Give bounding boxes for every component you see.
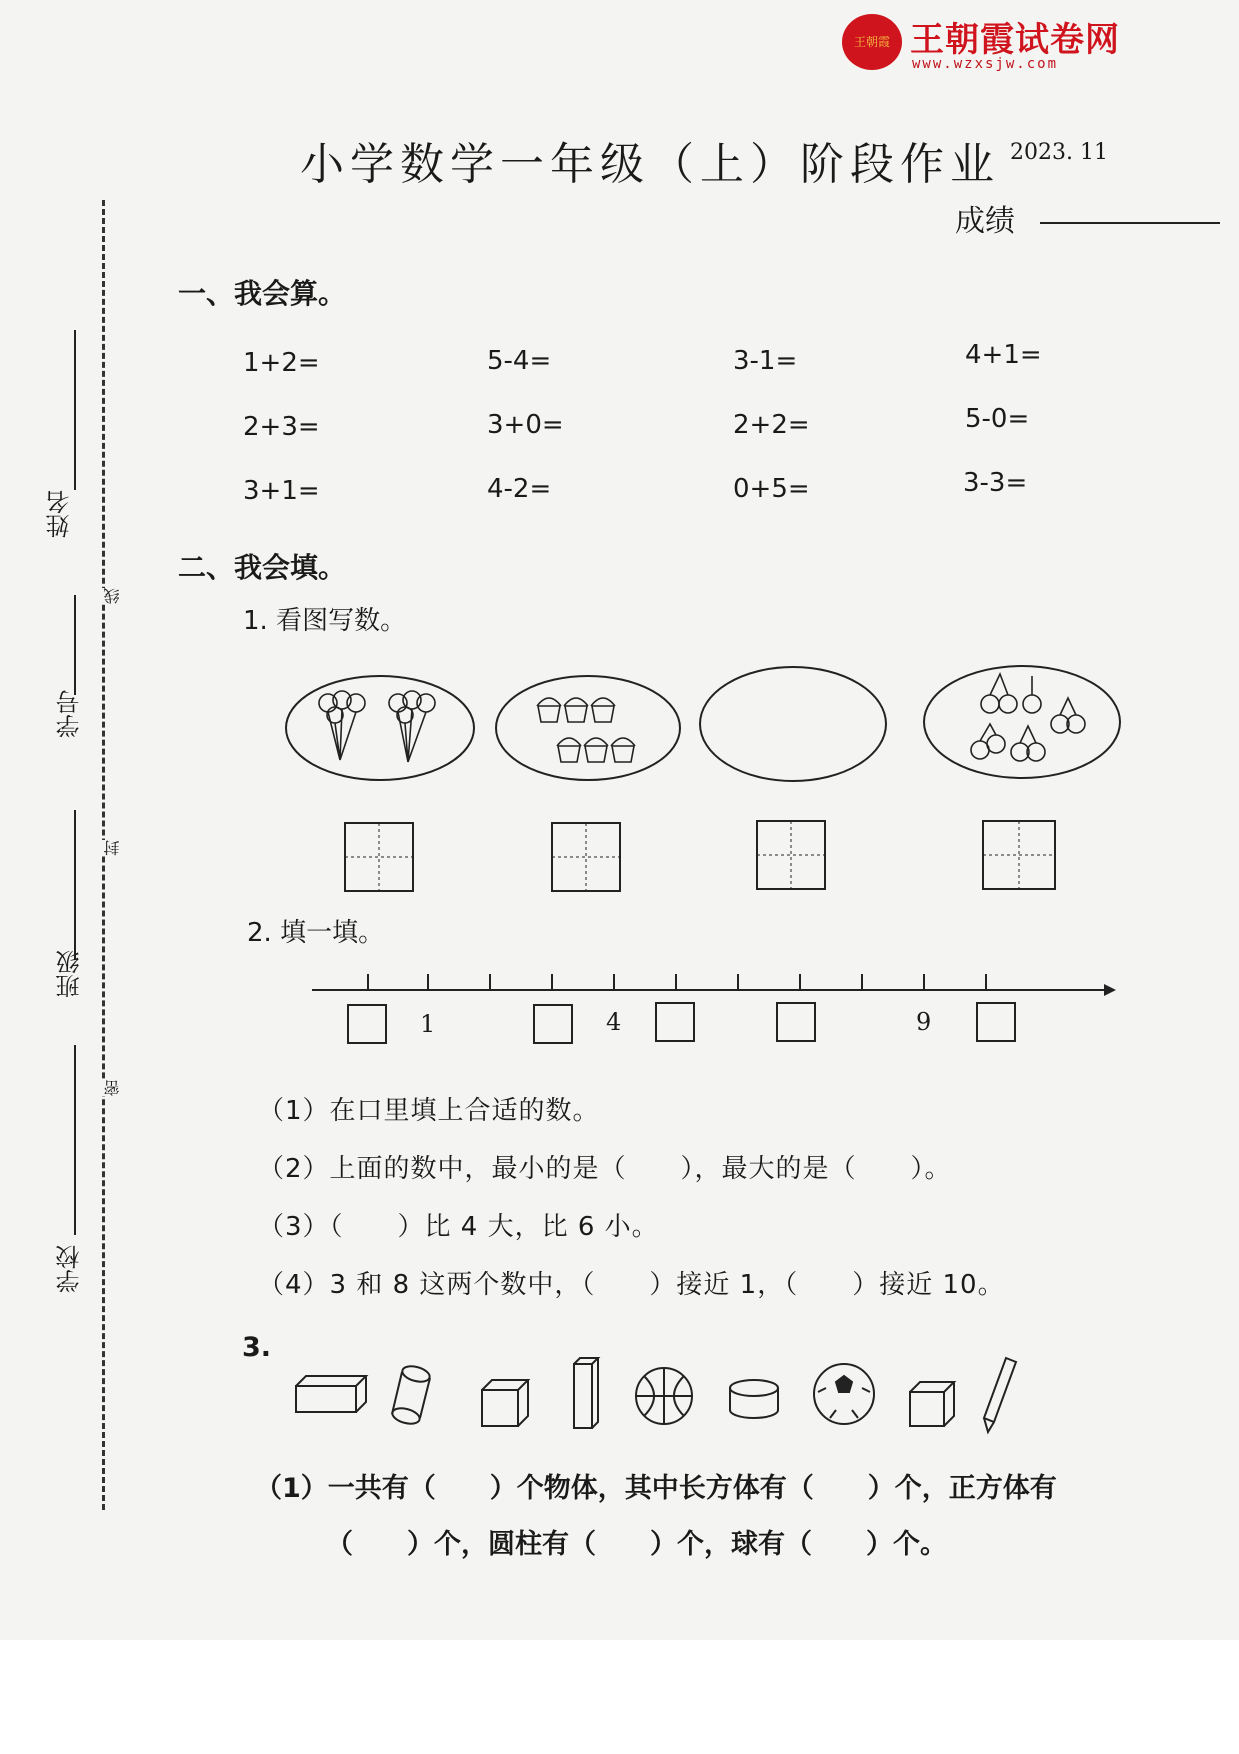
section1-heading: 一、我会算。 [178, 277, 347, 310]
q2-line-1: （1）在口里填上合适的数。 [258, 1096, 600, 1126]
equation[interactable]: 0+5= [733, 474, 810, 504]
number-box[interactable] [776, 1002, 816, 1042]
arrow-icon [1104, 984, 1116, 996]
oval-balloons [280, 670, 480, 786]
short-cylinder-icon [730, 1380, 778, 1418]
page-title: 小学数学一年级（上）阶段作业 [300, 139, 1000, 190]
section2-heading: 二、我会填。 [178, 551, 347, 584]
cupcakes-icon [537, 698, 635, 762]
number-box[interactable] [655, 1002, 695, 1042]
equation[interactable]: 5-0= [965, 404, 1030, 434]
cherries-icon [971, 674, 1085, 761]
q1-title: 1. 看图写数。 [243, 606, 407, 636]
numberline-label: 1 [420, 1010, 436, 1038]
number-box[interactable] [976, 1002, 1016, 1042]
student-id-blank[interactable] [74, 595, 76, 695]
number-box[interactable] [347, 1004, 387, 1044]
answer-grid[interactable] [982, 820, 1056, 890]
answer-grid[interactable] [344, 822, 414, 892]
site-logo[interactable] [842, 12, 1152, 74]
balloons-icon [319, 691, 435, 762]
equation[interactable]: 4+1= [965, 340, 1042, 370]
oval-empty [696, 662, 890, 786]
q3-line-1: （1）一共有（ ）个物体，其中长方体有（ ）个，正方体有 [255, 1473, 1057, 1504]
q2-line-4: （4）3 和 8 这两个数中，（ ）接近 1，（ ）接近 10。 [258, 1270, 1005, 1300]
q2-line-3: （3）（ ）比 4 大，比 6 小。 [258, 1212, 659, 1242]
cylinder-icon [391, 1364, 432, 1427]
equation[interactable]: 3+0= [487, 410, 564, 440]
shapes-row [292, 1352, 1072, 1442]
cuboid-icon [296, 1376, 366, 1412]
name-blank[interactable] [74, 330, 76, 490]
equation[interactable]: 4-2= [487, 474, 552, 504]
cube-icon [482, 1380, 528, 1426]
cube-icon [910, 1382, 954, 1426]
logo-name: 王朝霞试卷网 [910, 20, 1120, 60]
student-id-label: 学号 [56, 690, 84, 738]
school-label: 学校 [56, 1245, 84, 1293]
oval-cherries [920, 660, 1124, 784]
q2-title: 2. 填一填。 [247, 918, 385, 948]
tall-cuboid-icon [574, 1358, 598, 1428]
numberline-label: 9 [916, 1008, 932, 1036]
name-label: 姓名 [46, 490, 74, 538]
seal-mark-secret: 密 [103, 1080, 122, 1096]
equation[interactable]: 3-1= [733, 346, 798, 376]
numberline-label: 4 [606, 1008, 622, 1036]
score-label: 成绩 [955, 204, 1015, 239]
school-blank[interactable] [74, 1045, 76, 1235]
seal-mark-seal: 封 [103, 840, 122, 856]
q2-line-2: （2）上面的数中，最小的是（ ），最大的是（ ）。 [258, 1154, 952, 1184]
basketball-icon [636, 1368, 692, 1424]
class-blank[interactable] [74, 810, 76, 960]
number-line [312, 970, 1122, 1000]
equation[interactable]: 3+1= [243, 476, 320, 506]
number-box[interactable] [533, 1004, 573, 1044]
equation[interactable]: 2+3= [243, 412, 320, 442]
oval-cupcakes [490, 670, 686, 786]
answer-grid[interactable] [756, 820, 826, 890]
equation[interactable]: 1+2= [243, 348, 320, 378]
q3-line-2: （ ）个，圆柱有（ ）个，球有（ ）个。 [326, 1529, 947, 1560]
page-bottom-margin [0, 1640, 1239, 1754]
score-blank[interactable] [1040, 222, 1220, 224]
equation[interactable]: 2+2= [733, 410, 810, 440]
seal-mark-line: 线 [103, 588, 122, 604]
equation[interactable]: 3-3= [963, 468, 1028, 498]
equation[interactable]: 5-4= [487, 346, 552, 376]
class-label: 班级 [56, 950, 84, 998]
logo-url[interactable]: www.wzxsjw.com [912, 56, 1059, 72]
answer-grid[interactable] [551, 822, 621, 892]
date-label: 2023. 11 [1010, 140, 1108, 165]
pencil-icon [984, 1358, 1016, 1432]
q3-number: 3. [242, 1332, 272, 1363]
logo-seal-icon: 王朝霞 [842, 14, 902, 70]
soccer-ball-icon [814, 1364, 874, 1424]
